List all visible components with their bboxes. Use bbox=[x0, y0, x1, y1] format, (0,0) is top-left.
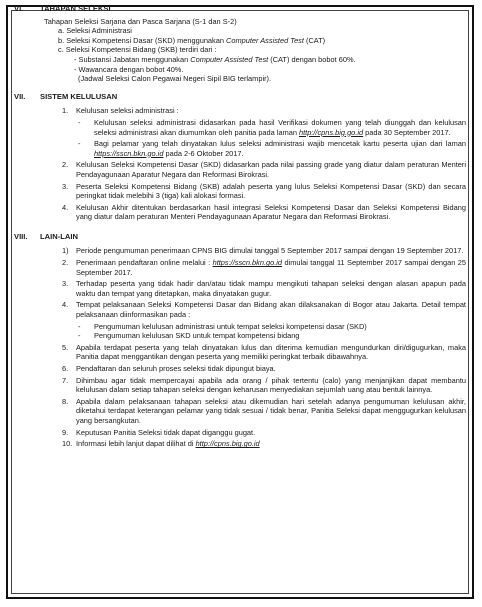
vii-item-1b: - Bagi pelamar yang telah dinyatakan lulus seleksi administrasi wajib mencetak kartu peserta ujian dari laman https://sscn.bkn.go.id pada 2-6 Oktober 2017. bbox=[78, 139, 466, 158]
viii-item-2: 2. Penerimaan pendaftaran online melalui : https://sscn.bkn.go.id dimulai tanggal 11 September 2017 sampai dengan 25 September 2017. bbox=[62, 258, 467, 277]
section-viii-heading: LAIN-LAIN bbox=[40, 231, 78, 241]
section-vii-number: VII. bbox=[14, 91, 26, 101]
section-vii-heading: SISTEM KELULUSAN bbox=[40, 91, 118, 101]
section-vi-heading: TAHAPAN SELEKSI bbox=[40, 4, 111, 13]
vii-item-2: 2. Kelulusan Seleksi Kompetensi Dasar (SKD) didasarkan pada nilai passing grade yang diatur dalam peraturan Menteri Pendayagunaan Aparatur Negara dan Reformasi Birokrasi. bbox=[62, 160, 466, 179]
viii-item-4: 4. Tempat pelaksanaan Seleksi Kompetensi Dasar dan Bidang akan dilaksanakan di Bogor atau Jakarta. Detail tempat pelaksanaan diinformasikan pada : bbox=[62, 300, 466, 320]
vii-item-1a: - Kelulusan seleksi administrasi didasarkan pada hasil Verifikasi dokumen yang telah diunggah dan kelulusan seleksi administrasi akan diumumkan oleh panitia pada laman http://cpns.big.go.id pada 30 September 2017. bbox=[78, 117, 466, 137]
sscn-bkn-link[interactable]: https://sscn.bkn.go.id bbox=[94, 148, 164, 158]
vi-item-c: c. Seleksi Kompetensi Bidang (SKB) terdiri dari : bbox=[58, 45, 217, 55]
viii-item-4b: - Pengumuman kelulusan SKD untuk tempat kompetensi bidang bbox=[78, 331, 300, 341]
sscn-bkn-link-2[interactable]: https://sscn.bkn.go.id bbox=[212, 258, 283, 268]
vi-item-a: a. Seleksi Administrasi bbox=[58, 26, 132, 36]
section-viii-title bbox=[14, 232, 466, 242]
vi-intro: Tahapan Seleksi Sarjana dan Pasca Sarjana (S-1 dan S-2) bbox=[44, 16, 237, 26]
section-vi-number: VI. bbox=[14, 4, 24, 13]
vii-item-1: 1. Kelulusan seleksi administrasi : bbox=[62, 106, 179, 116]
vi-item-b: b. Seleksi Kompetensi Dasar (SKD) menggunakan Computer Assisted Test (CAT) bbox=[58, 35, 326, 45]
cpns-big-link[interactable]: http://cpns.big.go.id bbox=[299, 127, 364, 137]
vi-item-c1: - Substansi Jabatan menggunakan Computer Assisted Test (CAT) dengan bobot 60%. bbox=[74, 54, 356, 64]
vii-item-3: 3. Peserta Seleksi Kompetensi Bidang (SKB) adalah peserta yang lulus Seleksi Kompetensi Dasar (SKD) dan secara peringkat tidak melebihi 3 (tiga) kali alokasi formasi. bbox=[62, 181, 466, 201]
vi-note: (Jadwal Seleksi Calon Pegawai Negeri Sipil BIG terlampir). bbox=[78, 74, 272, 84]
viii-item-8: 8. Apabila dalam pelaksanaan tahapan seleksi atau dikemudian hari setelah adanya pengumuman kelulusan akhir, diketahui terdapat keterangan pelamar yang tidak sesuai / tidak benar, Panitia Seleksi dapat menggugurkan kelulusan yang bersangkutan. bbox=[62, 396, 466, 425]
section-vi-title bbox=[14, 4, 466, 14]
viii-item-4a: - Pengumuman kelulusan administrasi untuk tempat seleksi kompetensi dasar (SKD) bbox=[78, 321, 367, 331]
viii-item-1: 1) Periode pengumuman penerimaan CPNS BIG dimulai tanggal 5 September 2017 sampai dengan 19 September 2017. bbox=[62, 246, 464, 256]
section-vii-title bbox=[14, 92, 466, 102]
vi-item-c2: - Wawancara dengan bobot 40%. bbox=[74, 64, 184, 74]
viii-item-3: 3. Terhadap peserta yang tidak hadir dan/atau tidak mampu mengikuti tahapan seleksi dengan alasan apapun pada waktu dan tempat yang ditetapkan, maka dinyatakan gugur. bbox=[62, 279, 466, 298]
section-viii-number: VIII. bbox=[14, 231, 28, 241]
viii-item-7: 7. Dihimbau agar tidak mempercayai apabila ada orang / pihak tertentu (calo) yang menjanjikan dapat membantu kelulusan dalam setiap tahapan seleksi dengan keharusan menyediakan sejumlah uang atau bentuk lainnya. bbox=[62, 375, 466, 395]
vii-item-4: 4. Kelulusan Akhir ditentukan berdasarkan hasil integrasi Seleksi Kompetensi Dasar dan Seleksi Kompetensi Bidang yang diatur dalam peraturan Menteri Pendayagunaan Aparatur Negara dan Reformasi Birokrasi. bbox=[62, 202, 466, 222]
viii-item-10: 10. Informasi lebih lanjut dapat dilihat di http://cpns.big.go.id bbox=[62, 439, 260, 449]
viii-item-9: 9. Keputusan Panitia Seleksi tidak dapat diganggu gugat. bbox=[62, 427, 256, 437]
document-body bbox=[14, 4, 466, 451]
viii-item-5: 5. Apabila terdapat peserta yang telah dinyatakan lulus dan diterima kemudian mengundurkan diri/digugurkan, maka Panitia dapat menggantikan dengan peserta yang memiliki peringkat terbaik dibawahnya. bbox=[62, 342, 466, 362]
viii-item-6: 6. Pendaftaran dan seluruh proses seleksi tidak dipungut biaya. bbox=[62, 364, 276, 373]
cpns-big-link-2[interactable]: http://cpns.big.go.id bbox=[195, 439, 260, 449]
